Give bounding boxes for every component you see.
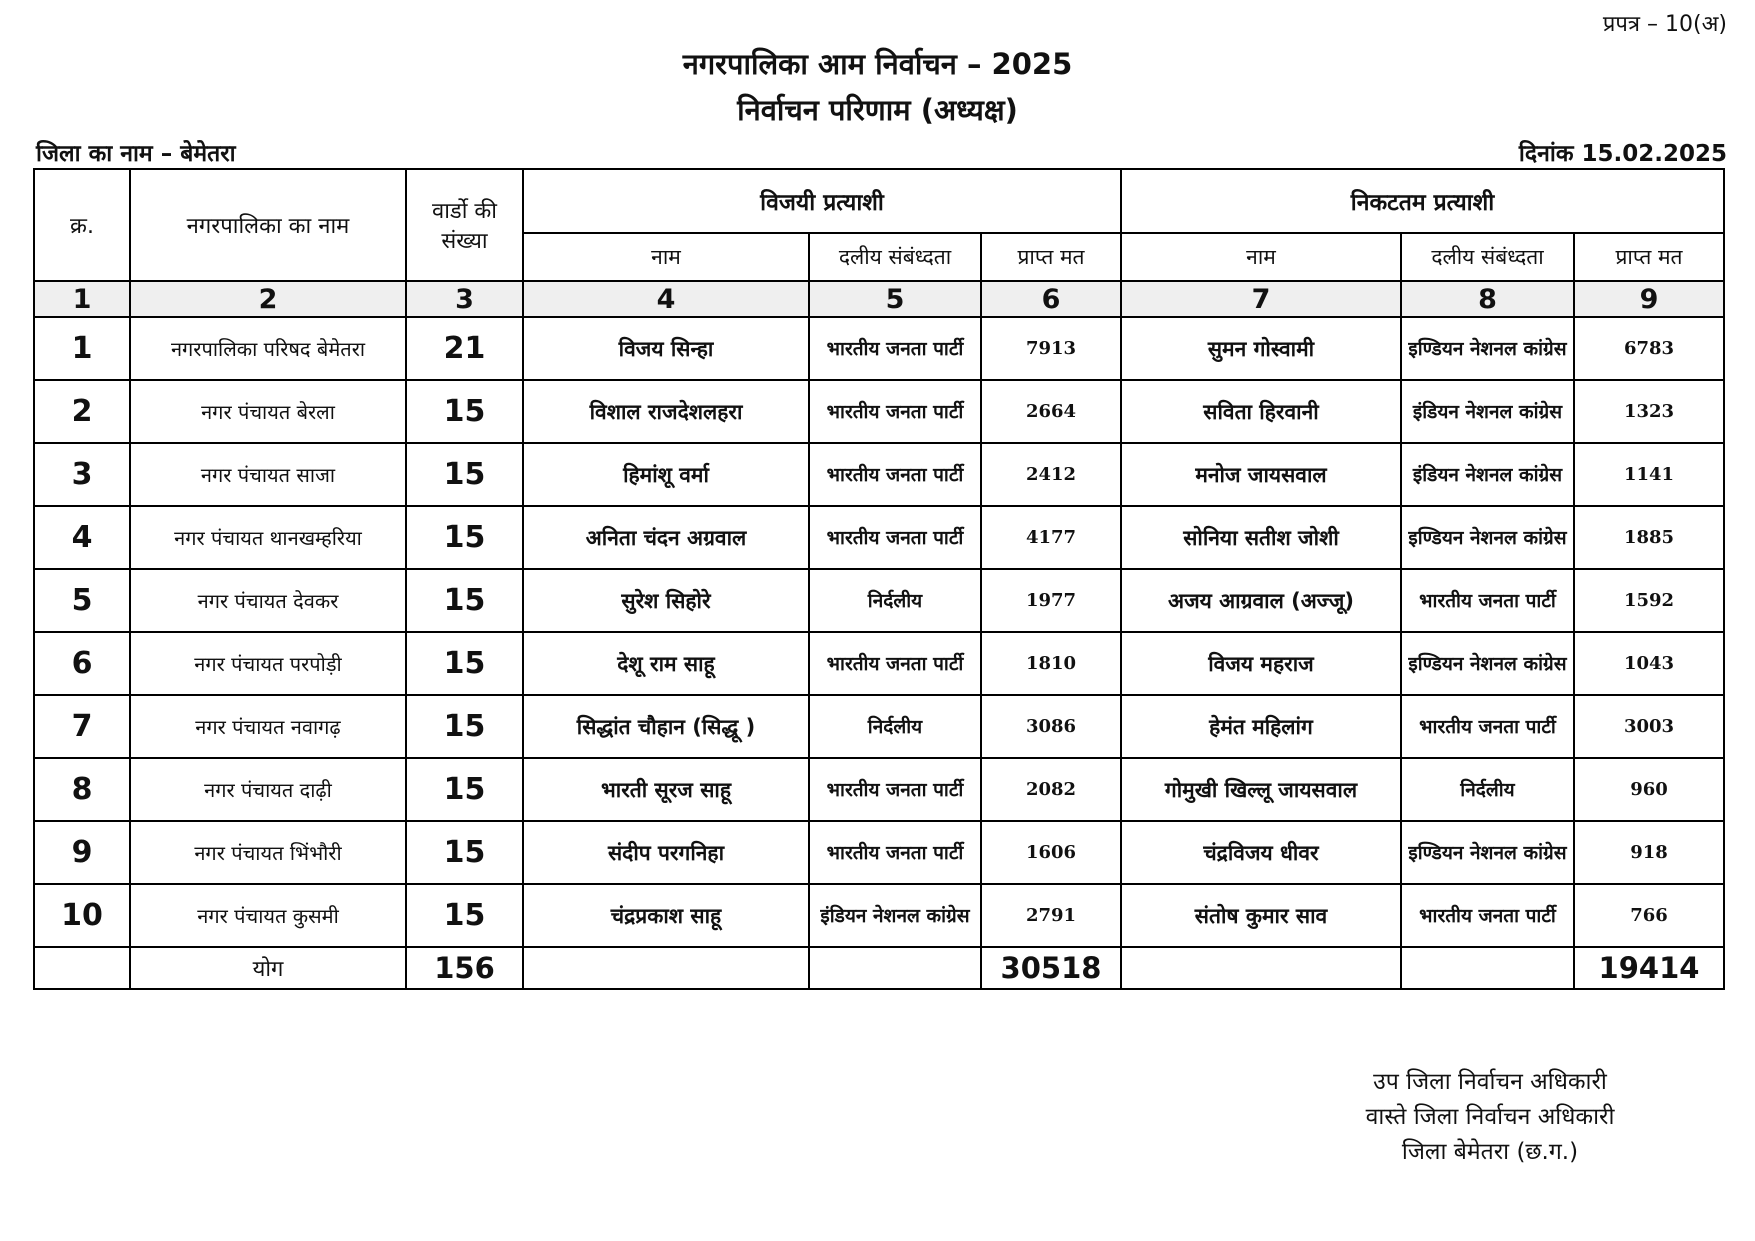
col-number: 6: [981, 281, 1121, 317]
table-row: [34, 443, 1724, 506]
winner-votes: 2791: [981, 884, 1121, 947]
municipality-name: नगर पंचायत देवकर: [130, 569, 406, 632]
runner-votes: 1323: [1574, 380, 1724, 443]
table-row: [34, 884, 1724, 947]
runner-votes: 3003: [1574, 695, 1724, 758]
ward-count: 15: [406, 758, 523, 821]
municipality-name: नगर पंचायत साजा: [130, 443, 406, 506]
results-body: [34, 317, 1724, 947]
runner-party: इंडियन नेशनल कांग्रेस: [1401, 380, 1574, 443]
runner-name: गोमुखी खिल्लू जायसवाल: [1121, 758, 1401, 821]
runner-name: संतोष कुमार साव: [1121, 884, 1401, 947]
municipality-name: नगर पंचायत नवागढ़: [130, 695, 406, 758]
winner-party: इंडियन नेशनल कांग्रेस: [809, 884, 981, 947]
serial-number: 4: [34, 506, 130, 569]
ward-count: 15: [406, 632, 523, 695]
col-number: 5: [809, 281, 981, 317]
header-runner-name: नाम: [1121, 233, 1401, 281]
runner-party: निर्दलीय: [1401, 758, 1574, 821]
serial-number: 10: [34, 884, 130, 947]
serial-number: 3: [34, 443, 130, 506]
winner-party: भारतीय जनता पार्टी: [809, 317, 981, 380]
runner-party: इण्डियन नेशनल कांग्रेस: [1401, 506, 1574, 569]
runner-party: भारतीय जनता पार्टी: [1401, 884, 1574, 947]
winner-name: अनिता चंदन अग्रवाल: [523, 506, 809, 569]
winner-name: भारती सूरज साहू: [523, 758, 809, 821]
ward-count: 15: [406, 380, 523, 443]
total-blank: [1121, 947, 1401, 989]
winner-votes: 2082: [981, 758, 1121, 821]
table-row: [34, 695, 1724, 758]
header-sn: क्र.: [34, 169, 130, 281]
winner-name: सिद्धांत चौहान (सिद्धू ): [523, 695, 809, 758]
serial-number: 7: [34, 695, 130, 758]
total-blank: [34, 947, 130, 989]
signature-line-1: उप जिला निर्वाचन अधिकारी: [1373, 1069, 1607, 1095]
winner-party: भारतीय जनता पार्टी: [809, 821, 981, 884]
runner-votes: 6783: [1574, 317, 1724, 380]
ward-count: 15: [406, 821, 523, 884]
winner-name: देशू राम साहू: [523, 632, 809, 695]
runner-name: हेमंत महिलांग: [1121, 695, 1401, 758]
municipality-name: नगरपालिका परिषद बेमेतरा: [130, 317, 406, 380]
runner-votes: 1141: [1574, 443, 1724, 506]
winner-votes: 2664: [981, 380, 1121, 443]
col-number: 4: [523, 281, 809, 317]
runner-votes: 1885: [1574, 506, 1724, 569]
header-runner: निकटतम प्रत्याशी: [1121, 169, 1724, 233]
runner-party: इंडियन नेशनल कांग्रेस: [1401, 443, 1574, 506]
runner-name: सविता हिरवानी: [1121, 380, 1401, 443]
signature-line-3: जिला बेमेतरा (छ.ग.): [1401, 1139, 1579, 1165]
col-number: 1: [34, 281, 130, 317]
municipality-name: नगर पंचायत भिंभौरी: [130, 821, 406, 884]
total-blank: [1401, 947, 1574, 989]
table-row: [34, 758, 1724, 821]
header-winner-party: दलीय संबंध्दता: [809, 233, 981, 281]
winner-votes: 1810: [981, 632, 1121, 695]
ward-count: 15: [406, 884, 523, 947]
table-row: [34, 632, 1724, 695]
district-name: जिला का नाम – बेमेतरा: [36, 141, 236, 167]
winner-party: भारतीय जनता पार्टी: [809, 380, 981, 443]
table-row: [34, 506, 1724, 569]
winner-party: भारतीय जनता पार्टी: [809, 443, 981, 506]
header-runner-votes: प्राप्त मत: [1574, 233, 1724, 281]
runner-name: सुमन गोस्वामी: [1121, 317, 1401, 380]
winner-party: भारतीय जनता पार्टी: [809, 632, 981, 695]
header-winner: विजयी प्रत्याशी: [523, 169, 1121, 233]
runner-votes: 918: [1574, 821, 1724, 884]
result-date: दिनांक 15.02.2025: [1518, 141, 1727, 167]
table-row: [34, 821, 1724, 884]
header-wards: वार्डो की संख्या: [406, 169, 523, 281]
serial-number: 5: [34, 569, 130, 632]
col-number: 2: [130, 281, 406, 317]
header-winner-votes: प्राप्त मत: [981, 233, 1121, 281]
runner-votes: 1592: [1574, 569, 1724, 632]
ward-count: 15: [406, 443, 523, 506]
winner-name: हिमांशू वर्मा: [523, 443, 809, 506]
signature-line-2: वास्ते जिला निर्वाचन अधिकारी: [1365, 1104, 1615, 1130]
winner-party: निर्दलीय: [809, 569, 981, 632]
total-label: योग: [130, 947, 406, 989]
serial-number: 9: [34, 821, 130, 884]
col-number: 8: [1401, 281, 1574, 317]
winner-party: भारतीय जनता पार्टी: [809, 506, 981, 569]
runner-votes: 1043: [1574, 632, 1724, 695]
winner-votes: 7913: [981, 317, 1121, 380]
runner-party: भारतीय जनता पार्टी: [1401, 569, 1574, 632]
ward-count: 15: [406, 569, 523, 632]
municipality-name: नगर पंचायत कुसमी: [130, 884, 406, 947]
total-runner-votes: 19414: [1574, 947, 1724, 989]
winner-votes: 1977: [981, 569, 1121, 632]
winner-name: विजय सिन्हा: [523, 317, 809, 380]
serial-number: 8: [34, 758, 130, 821]
total-blank: [809, 947, 981, 989]
total-row: [34, 947, 1724, 989]
serial-number: 1: [34, 317, 130, 380]
table-row: [34, 380, 1724, 443]
winner-name: विशाल राजदेशलहरा: [523, 380, 809, 443]
ward-count: 15: [406, 695, 523, 758]
page-subtitle: निर्वाचन परिणाम (अध्यक्ष): [737, 93, 1018, 127]
total-wards: 156: [406, 947, 523, 989]
winner-votes: 2412: [981, 443, 1121, 506]
runner-votes: 766: [1574, 884, 1724, 947]
results-table: [33, 168, 1725, 990]
col-number: 7: [1121, 281, 1401, 317]
runner-party: भारतीय जनता पार्टी: [1401, 695, 1574, 758]
runner-name: विजय महराज: [1121, 632, 1401, 695]
winner-party: निर्दलीय: [809, 695, 981, 758]
runner-name: अजय आग्रवाल (अज्जू): [1121, 569, 1401, 632]
header-municipality: नगरपालिका का नाम: [130, 169, 406, 281]
runner-name: सोनिया सतीश जोशी: [1121, 506, 1401, 569]
winner-name: चंद्रप्रकाश साहू: [523, 884, 809, 947]
serial-number: 6: [34, 632, 130, 695]
page-title: नगरपालिका आम निर्वाचन – 2025: [682, 47, 1073, 81]
municipality-name: नगर पंचायत परपोड़ी: [130, 632, 406, 695]
winner-votes: 1606: [981, 821, 1121, 884]
runner-name: मनोज जायसवाल: [1121, 443, 1401, 506]
winner-name: सुरेश सिहोरे: [523, 569, 809, 632]
municipality-name: नगर पंचायत थानखम्हरिया: [130, 506, 406, 569]
runner-name: चंद्रविजय धीवर: [1121, 821, 1401, 884]
header-winner-name: नाम: [523, 233, 809, 281]
serial-number: 2: [34, 380, 130, 443]
ward-count: 21: [406, 317, 523, 380]
table-row: [34, 317, 1724, 380]
winner-name: संदीप परगनिहा: [523, 821, 809, 884]
form-number: प्रपत्र – 10(अ): [1602, 12, 1727, 37]
municipality-name: नगर पंचायत बेरला: [130, 380, 406, 443]
runner-party: इण्डियन नेशनल कांग्रेस: [1401, 317, 1574, 380]
col-number: 3: [406, 281, 523, 317]
winner-votes: 4177: [981, 506, 1121, 569]
header-runner-party: दलीय संबंध्दता: [1401, 233, 1574, 281]
runner-votes: 960: [1574, 758, 1724, 821]
col-number: 9: [1574, 281, 1724, 317]
winner-party: भारतीय जनता पार्टी: [809, 758, 981, 821]
total-blank: [523, 947, 809, 989]
ward-count: 15: [406, 506, 523, 569]
municipality-name: नगर पंचायत दाढ़ी: [130, 758, 406, 821]
winner-votes: 3086: [981, 695, 1121, 758]
total-winner-votes: 30518: [981, 947, 1121, 989]
runner-party: इण्डियन नेशनल कांग्रेस: [1401, 821, 1574, 884]
runner-party: इण्डियन नेशनल कांग्रेस: [1401, 632, 1574, 695]
table-row: [34, 569, 1724, 632]
